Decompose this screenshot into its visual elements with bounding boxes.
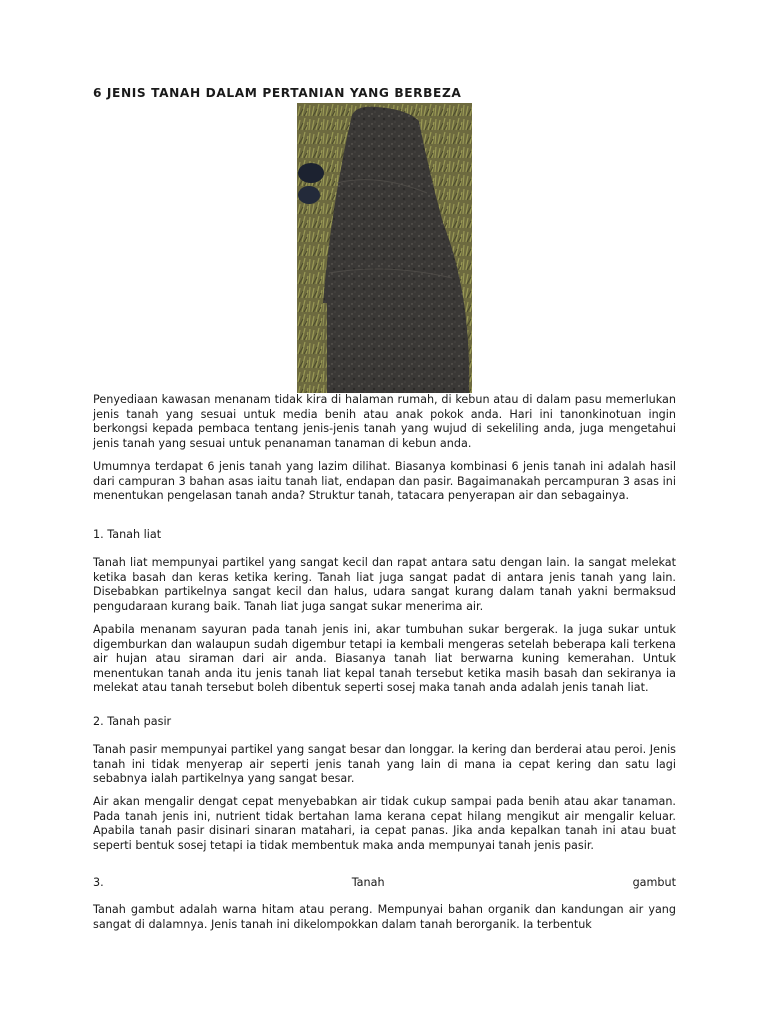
section-number: 3. xyxy=(93,876,104,889)
section-heading-tanah-pasir: 2. Tanah pasir xyxy=(93,715,172,728)
section-word-gambut: gambut xyxy=(632,876,676,889)
section-heading-tanah-liat: 1. Tanah liat xyxy=(93,528,162,541)
paragraph-tanah-pasir-1: Tanah pasir mempunyai partikel yang sangat besar dan longgar. Ia kering dan berderai atau peroi. Jenis tanah ini tidak menyerap air seperti jenis tanah yang lain di mana ia cepat kering dan satu lagi sebabnya ialah partikelnya yang sangat besar. xyxy=(93,743,676,786)
paragraph-tanah-liat-2: Apabila menanam sayuran pada tanah jenis ini, akar tumbuhan sukar bergerak. Ia juga sukar untuk digemburkan dan walaupun sudah digembur tetapi ia kembali mengeras setelah beberapa kali terkena air hujan atau siraman dari air anda. Biasanya tanah liat berwarna kuning kemerahan. Untuk menentukan tanah anda itu jenis tanah liat kepal tanah tersebut ketika masih basah dan sekiranya ia melekat atau tanah tersebut boleh dibentuk seperti sosej maka tanah anda adalah jenis tanah liat. xyxy=(93,623,676,695)
paragraph-intro: Penyediaan kawasan menanam tidak kira di halaman rumah, di kebun atau di dalam pasu memerlukan jenis tanah yang sesuai untuk media benih atau anak pokok anda. Hari ini tanonkinotuan ingin berkongsi kepada pembaca tentang jenis-jenis tanah yang wujud di sekeliling anda, juga mengetahui jenis tanah yang sesuai untuk penanaman tanaman di kebun anda. xyxy=(93,393,676,450)
paragraph-tanah-pasir-2: Air akan mengalir dengat cepat menyebabkan air tidak cukup sampai pada benih atau akar tanaman. Pada tanah jenis ini, nutrient tidak bertahan lama kerana cepat hilang mengikut air mengalir keluar. Apabila tanah pasir disinari sinaran matahari, ia cepat panas. Jika anda kepalkan tanah ini atau buat seperti bentuk sosej tetapi ia tidak membentuk maka anda mempunyai tanah jenis pasir. xyxy=(93,795,676,852)
paragraph-tanah-gambut-1: Tanah gambut adalah warna hitam atau perang. Mempunyai bahan organik dan kandungan air yang sangat di dalamnya. Jenis tanah ini dikelompokkan dalam tanah berorganik. Ia terbentuk xyxy=(93,903,676,931)
soil-bed-photo xyxy=(297,103,472,393)
section-heading-tanah-gambut xyxy=(93,876,676,891)
paragraph-overview: Umumnya terdapat 6 jenis tanah yang lazim dilihat. Biasanya kombinasi 6 jenis tanah ini adalah hasil dari campuran 3 bahan asas iaitu tanah liat, endapan dan pasir. Bagaimanakah percampuran 3 asas ini menentukan pengelasan tanah anda? Struktur tanah, tatacara penyerapan air dan sebagainya. xyxy=(93,460,676,503)
section-word-tanah: Tanah xyxy=(351,876,385,889)
paragraph-tanah-liat-1: Tanah liat mempunyai partikel yang sangat kecil dan rapat antara satu dengan lain. Ia sangat melekat ketika basah dan keras ketika kering. Tanah liat juga sangat padat di antara jenis tanah yang lain. Disebabkan partikelnya sangat kecil dan halus, udara sangat kurang dalam tanah yakni bermaksud pengudaraan kurang baik. Tanah liat juga sangat sukar menerima air. xyxy=(93,556,676,613)
document-title: 6 JENIS TANAH DALAM PERTANIAN YANG BERBEZA xyxy=(93,86,462,100)
